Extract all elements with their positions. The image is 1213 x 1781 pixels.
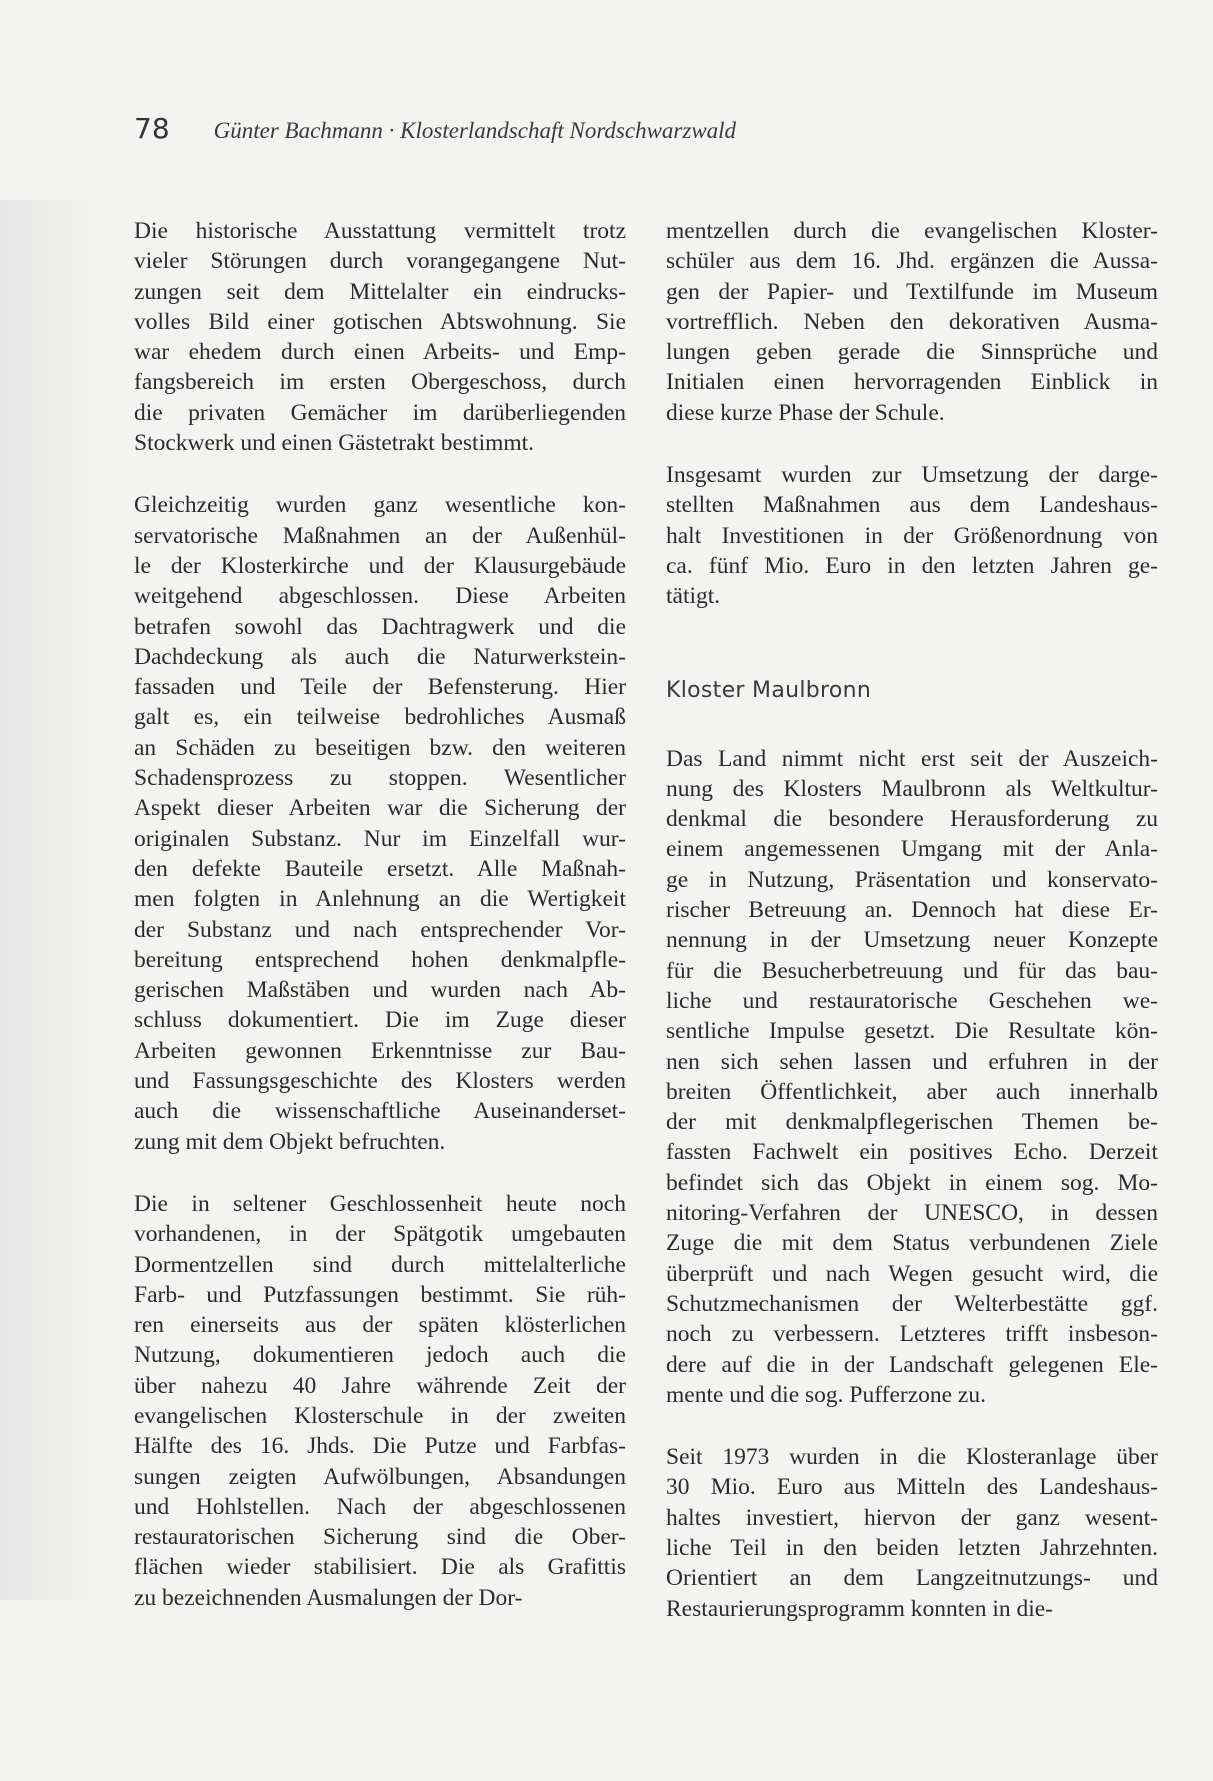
text-line: befindet sich das Objekt in einem sog. Mo- — [666, 1169, 1158, 1196]
text-line: Gleichzeitig wurden ganz wesentliche kon- — [134, 492, 626, 519]
section-heading: Kloster Maulbronn — [666, 677, 872, 703]
text-line: Insgesamt wurden zur Umsetzung der darge- — [666, 462, 1158, 489]
text-line: noch zu verbessern. Letzteres trifft insbeson- — [666, 1321, 1158, 1348]
paragraph — [666, 216, 1158, 428]
text-line: Zuge die mit dem Status verbundenen Ziele — [666, 1230, 1158, 1257]
text-line: nung des Klosters Maulbronn als Weltkultur- — [666, 775, 1158, 802]
paragraph — [134, 216, 626, 458]
left-column — [134, 216, 626, 1613]
text-line: überprüft und nach Wegen gesucht wird, die — [666, 1260, 1158, 1287]
text-line: vorhandenen, in der Spätgotik umgebauten — [134, 1221, 626, 1248]
text-line: Seit 1973 wurden in die Klosteranlage über — [666, 1444, 1158, 1471]
text-line: servatorische Maßnahmen an der Außenhül- — [134, 522, 626, 549]
text-line: nennung in der Umsetzung neuer Konzepte — [666, 927, 1158, 954]
text-line: vortrefflich. Neben den dekorativen Ausma- — [666, 308, 1158, 335]
text-line: Dormentzellen sind durch mittelalterliche — [134, 1251, 626, 1278]
text-line: le der Klosterkirche und der Klausurgebäude — [134, 552, 626, 579]
text-line: restauratorischen Sicherung sind die Ober- — [134, 1524, 626, 1551]
text-line: fangsbereich im ersten Obergeschoss, durch — [134, 369, 626, 396]
text-line: Hälfte des 16. Jhds. Die Putze und Farbfas- — [134, 1433, 626, 1460]
text-line: volles Bild einer gotischen Abtswohnung. Sie — [134, 308, 626, 335]
text-line: Die historische Ausstattung vermittelt trotz — [134, 218, 626, 244]
right-column — [666, 216, 1158, 1624]
text-line: nitoring-Verfahren der UNESCO, in dessen — [666, 1200, 1158, 1227]
text-line: der Substanz und nach entsprechender Vor- — [134, 916, 626, 943]
text-line: und Hohlstellen. Nach der abgeschlossenen — [134, 1493, 626, 1520]
text-line: weitgehend abgeschlossen. Diese Arbeiten — [134, 583, 626, 610]
text-line: dere auf die in der Landschaft gelegenen Ele- — [666, 1351, 1158, 1378]
text-line: Arbeiten gewonnen Erkenntnisse zur Bau- — [134, 1037, 626, 1064]
text-line: stellten Maßnahmen aus dem Landeshaus- — [666, 492, 1158, 519]
text-line: fassten Fachwelt ein positives Echo. Derzeit — [666, 1139, 1158, 1166]
text-line: 30 Mio. Euro aus Mitteln des Landeshaus- — [666, 1474, 1158, 1501]
text-line: nen sich sehen lassen und erfuhren in der — [666, 1048, 1158, 1075]
paragraph — [666, 744, 1158, 1411]
text-line: war ehedem durch einen Arbeits- und Emp- — [134, 339, 626, 366]
text-line: lungen geben gerade die Sinnsprüche und — [666, 339, 1158, 366]
text-line: vieler Störungen durch vorangegangene Nut- — [134, 248, 626, 275]
text-line: Restaurierungsprogramm konnten in die- — [666, 1595, 1054, 1622]
text-line: gen der Papier- und Textilfunde im Museum — [666, 278, 1158, 305]
text-line: für die Besucherbetreuung und für das bau- — [666, 957, 1158, 984]
text-line: und Fassungsgeschichte des Klosters werden — [134, 1068, 626, 1095]
text-line: Schadensprozess zu stoppen. Wesentlicher — [134, 765, 626, 792]
paragraph — [134, 490, 626, 1157]
text-line: haltes investiert, hiervon der ganz wesent- — [666, 1504, 1158, 1531]
text-line: rischer Betreuung an. Dennoch hat diese Er- — [666, 897, 1158, 924]
text-line: gerischen Maßstäben und wurden nach Ab- — [134, 977, 626, 1004]
text-line: fassaden und Teile der Befensterung. Hier — [134, 674, 626, 701]
text-line: Die in seltener Geschlossenheit heute noch — [134, 1190, 626, 1217]
text-line: zungen seit dem Mittelalter ein eindrucks- — [134, 278, 626, 305]
paragraph — [134, 1189, 626, 1613]
text-line: bereitung entsprechend hohen denkmalpfle- — [134, 946, 626, 973]
text-line: einem angemessenen Umgang mit der Anla- — [666, 836, 1158, 863]
text-line: breiten Öffentlichkeit, aber auch innerhalb — [666, 1078, 1158, 1105]
text-line: ca. fünf Mio. Euro in den letzten Jahren ge- — [666, 552, 1158, 579]
text-line: originalen Substanz. Nur im Einzelfall wur- — [134, 825, 626, 852]
text-line: men folgten in Anlehnung an die Wertigkeit — [134, 886, 626, 913]
text-line: ren einerseits aus der späten klösterlichen — [134, 1312, 626, 1339]
text-line: Nutzung, dokumentieren jedoch auch die — [134, 1342, 626, 1369]
text-line: sentliche Impulse gesetzt. Die Resultate kön- — [666, 1018, 1158, 1045]
text-line: Schutzmechanismen der Welterbestätte ggf. — [666, 1290, 1158, 1317]
text-line: auch die wissenschaftliche Auseinanderset- — [134, 1098, 626, 1125]
scan-shadow — [0, 200, 110, 1600]
text-line: Farb- und Putzfassungen bestimmt. Sie rüh- — [134, 1281, 626, 1308]
text-line: sungen zeigten Aufwölbungen, Absandungen — [134, 1463, 626, 1490]
text-line: betrafen sowohl das Dachtragwerk und die — [134, 613, 626, 640]
text-line: denkmal die besondere Herausforderung zu — [666, 806, 1158, 833]
text-line: tätigt. — [666, 583, 721, 610]
text-line: mente und die sog. Pufferzone zu. — [666, 1381, 986, 1408]
text-line: liche Teil in den beiden letzten Jahrzehnten. — [666, 1534, 1158, 1561]
text-line: liche und restauratorische Geschehen we- — [666, 987, 1158, 1014]
text-line: Dachdeckung als auch die Naturwerkstein- — [134, 643, 626, 670]
text-line: Das Land nimmt nicht erst seit der Auszeich- — [666, 745, 1158, 772]
text-line: zu bezeichnenden Ausmalungen der Dor- — [134, 1584, 523, 1611]
text-line: den defekte Bauteile ersetzt. Alle Maßnah- — [134, 855, 626, 882]
text-line: Stockwerk und einen Gästetrakt bestimmt. — [134, 430, 535, 457]
text-line: Orientiert an dem Langzeitnutzungs- und — [666, 1565, 1158, 1592]
paragraph — [666, 460, 1158, 611]
text-line: der mit denkmalpflegerischen Themen be- — [666, 1109, 1158, 1136]
text-line: an Schäden zu beseitigen bzw. den weiteren — [134, 734, 626, 761]
paragraph — [666, 1442, 1158, 1624]
text-line: mentzellen durch die evangelischen Kloster- — [666, 218, 1158, 244]
page-number: 78 — [134, 112, 170, 145]
text-line: flächen wieder stabilisiert. Die als Grafittis — [134, 1554, 626, 1581]
text-line: schüler aus dem 16. Jhd. ergänzen die Aussa- — [666, 248, 1158, 275]
text-line: über nahezu 40 Jahre währende Zeit der — [134, 1372, 626, 1399]
text-line: zung mit dem Objekt befruchten. — [134, 1128, 446, 1155]
text-line: ge in Nutzung, Präsentation und konservato- — [666, 866, 1158, 893]
text-line: diese kurze Phase der Schule. — [666, 399, 945, 426]
text-line: Initialen einen hervorragenden Einblick in — [666, 369, 1158, 396]
running-head — [134, 112, 1134, 152]
text-line: schluss dokumentiert. Die im Zuge dieser — [134, 1007, 626, 1034]
text-line: Aspekt dieser Arbeiten war die Sicherung der — [134, 795, 626, 822]
running-title: Günter Bachmann · Klosterlandschaft Nordschwarzwald — [213, 118, 737, 143]
text-line: die privaten Gemächer im darüberliegenden — [134, 399, 626, 426]
text-line: galt es, ein teilweise bedrohliches Ausmaß — [134, 704, 626, 731]
text-line: halt Investitionen in der Größenordnung von — [666, 522, 1158, 549]
text-line: evangelischen Klosterschule in der zweiten — [134, 1402, 626, 1429]
